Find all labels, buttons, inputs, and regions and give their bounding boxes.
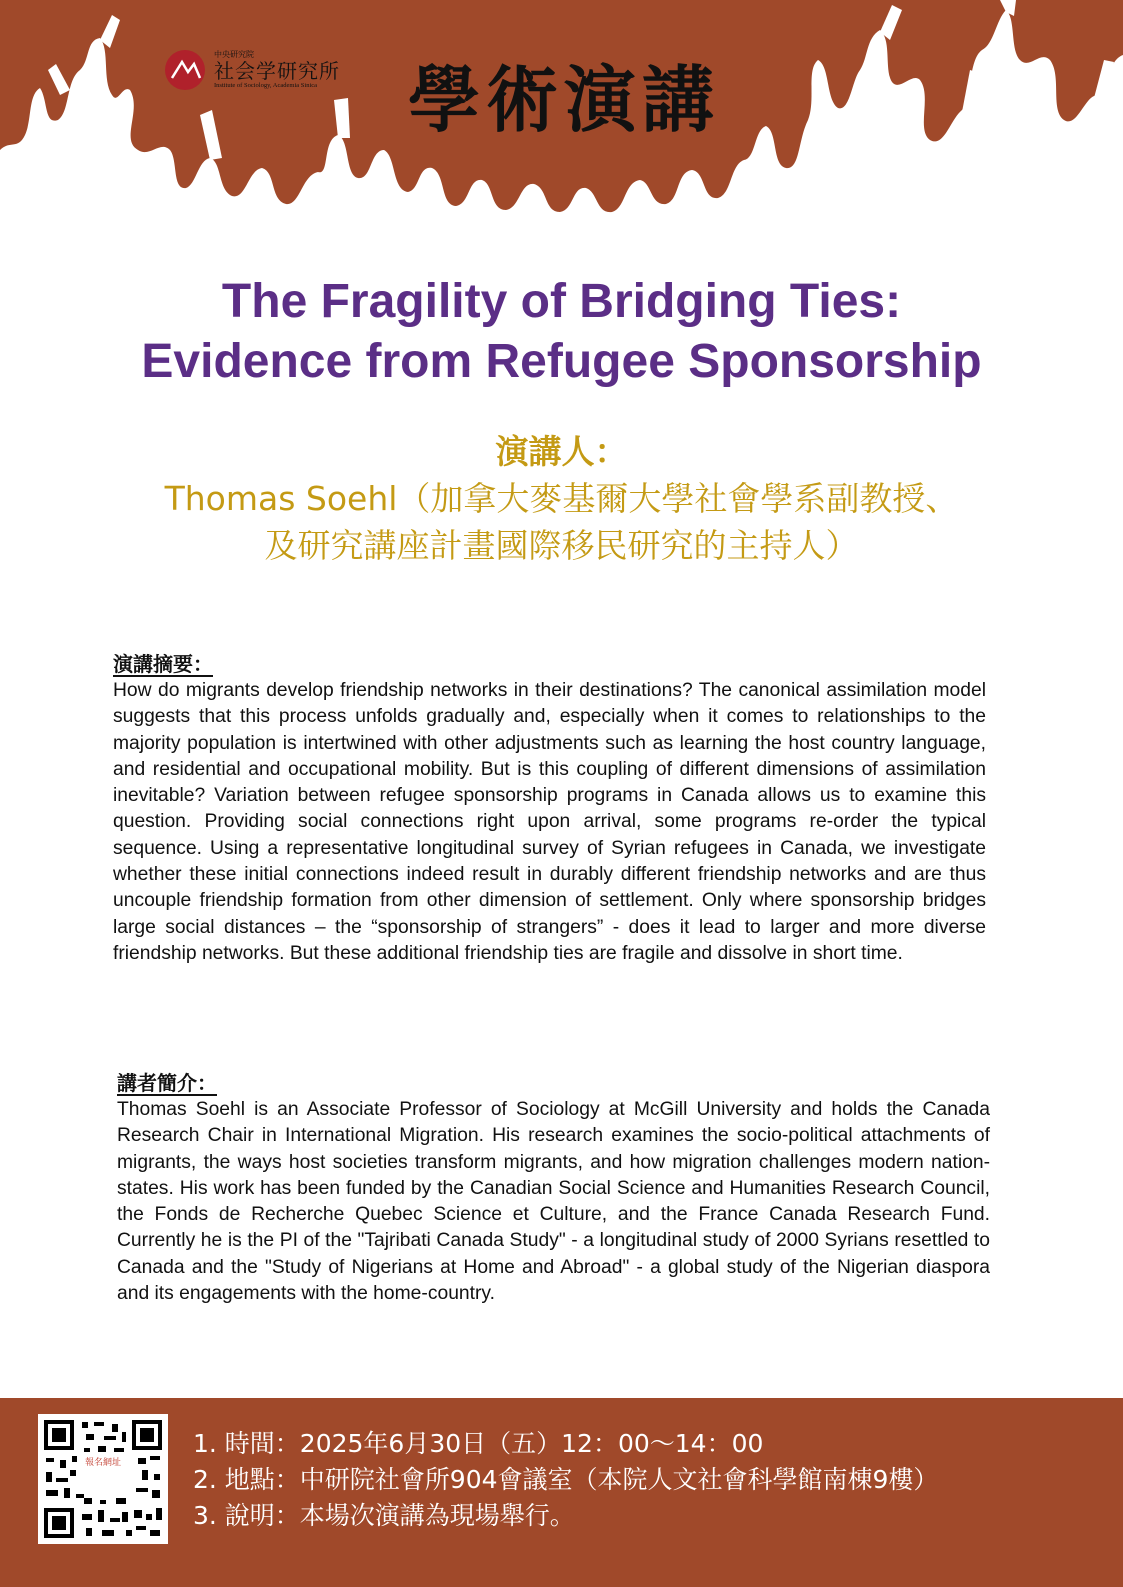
talk-title: [40, 272, 1083, 392]
header-banner: [0, 0, 1123, 245]
event-info-footer: [0, 1398, 1123, 1587]
logo-main-text: 社会学研究所: [214, 58, 340, 83]
logo-small-text: 中央研究院: [214, 49, 254, 59]
event-note: 3. 說明：本場次演講為現場舉行。: [193, 1501, 575, 1530]
abstract-text: How do migrants develop friendship networks in their destinations? The canonical assimilation model suggests that this process unfolds gradually and, especially when it comes to relationships to the majority population is intertwined with other adjustments such as learning the host country language, and residential and occupational mobility. But is this coupling of different dimensions of assimilation inevitable? Variation between refugee sponsorship programs in Canada allows us to examine this question. Providing social connections right upon arrival, some programs re-order the typical sequence. Using a representative longitudinal survey of Syrian refugees in Canada, we investigate whether these initial connections indeed result in durably different friendship networks and are thus uncouple friendship formation from other dimension of settlement. Only where sponsorship bridges large social distances – the “sponsorship of strangers” - does it lead to larger and more diverse friendship networks. But these additional friendship ties are fragile and dissolve in short time.: [113, 680, 986, 964]
banner-title: 學術演講: [408, 57, 721, 142]
logo-english-text: Institute of Sociology, Academia Sinica: [214, 81, 318, 89]
bio-text: Thomas Soehl is an Associate Professor of Sociology at McGill University and holds the Canada Research Chair in International Migration. His research examines the socio-political attachments of migrants, the ways host societies transform migrants, and how migration challenges modern nation-states. His work has been funded by the Canadian Social Science and Humanities Research Council, the Fonds de Recherche Quebec Science et Culture, and the France Canada Research Fund. Currently he is the PI of the "Tajribati Canada Study" - a longitudinal study of 2000 Syrians resettled to Canada and the "Study of Nigerians at Home and Abroad" - a global study of the Nigerian diaspora and its engagements with the home-country.: [117, 1099, 990, 1305]
bio-heading: 講者簡介：: [117, 1071, 217, 1095]
talk-title-line2: Evidence from Refugee Sponsorship: [141, 335, 982, 388]
qr-label: 報名網址: [77, 1454, 129, 1472]
institute-logo-icon: [162, 48, 208, 92]
registration-qr[interactable]: [38, 1414, 168, 1544]
qr-code-icon: [42, 1418, 164, 1540]
speaker-line1: Thomas Soehl（加拿大麥基爾大學社會學系副教授、: [164, 479, 959, 518]
speaker-block: [60, 428, 1063, 569]
event-info-list: [193, 1426, 938, 1534]
speaker-label: 演講人：: [495, 432, 628, 471]
speaker-line2: 及研究講座計畫國際移民研究的主持人）: [264, 526, 859, 565]
talk-title-line1: The Fragility of Bridging Ties:: [221, 275, 902, 328]
event-location: 2. 地點：中研院社會所904會議室（本院人文社會科學館南棟9樓）: [193, 1465, 939, 1494]
institute-logo: [162, 48, 340, 92]
abstract-heading: 演講摘要：: [113, 652, 213, 676]
event-time: 1. 時間：2025年6月30日（五）12：00～14：00: [193, 1429, 764, 1458]
